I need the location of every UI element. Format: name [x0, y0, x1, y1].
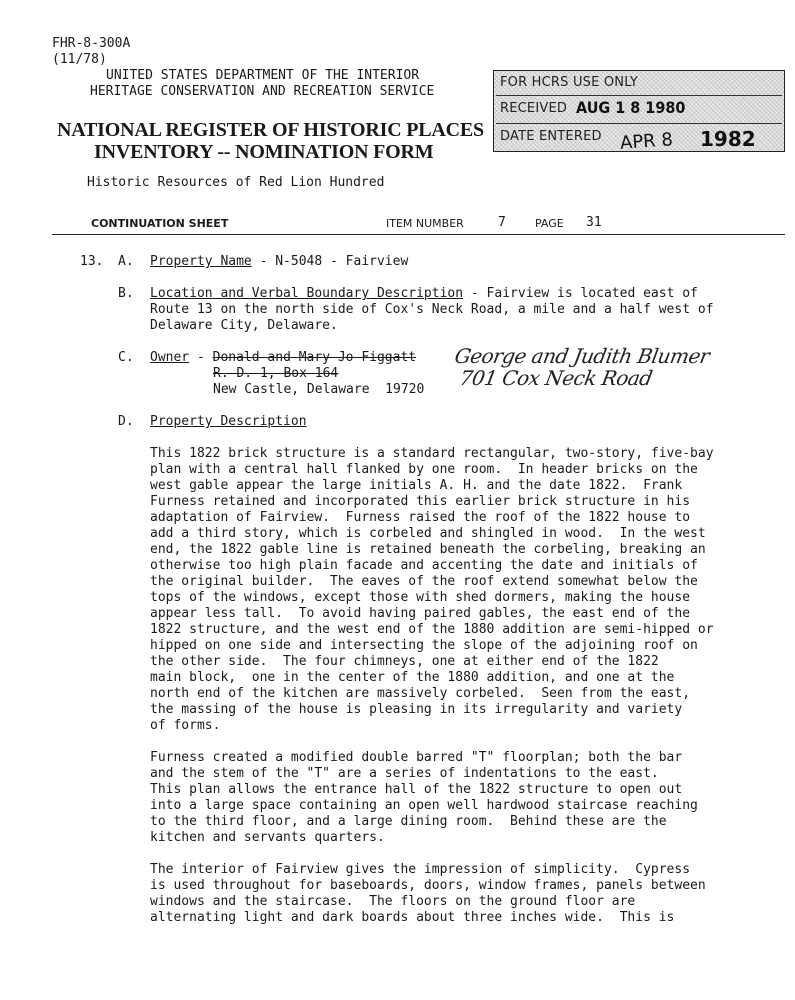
text-line: This 1822 brick structure is a standard rectangular, two-story, five-bay — [150, 446, 714, 461]
property-name-value: - N-5048 - Fairview — [251, 254, 409, 269]
text-line: and the stem of the "T" are a series of indentations to the east. — [150, 766, 659, 781]
date-entered-label: DATE ENTERED — [500, 129, 602, 144]
form-subtitle: Historic Resources of Red Lion Hundred — [87, 175, 385, 190]
owner-dash: - — [189, 350, 213, 365]
text-line: add a third story, which is corbeled and shingled in wood. In the west — [150, 526, 706, 541]
property-name-row — [150, 254, 408, 269]
text-line: the other side. The four chimneys, one at either end of the 1822 — [150, 654, 659, 669]
page-value: 31 — [586, 215, 602, 230]
text-line: alternating light and dark boards about three inches wide. This is — [150, 910, 675, 925]
continuation-sheet-label: CONTINUATION SHEET — [91, 217, 229, 230]
item-number-label: ITEM NUMBER — [386, 217, 464, 230]
form-title-line2: INVENTORY -- NOMINATION FORM — [94, 141, 434, 163]
service-name: HERITAGE CONSERVATION AND RECREATION SERVICE — [90, 84, 435, 99]
text-line: appear less tall. To avoid having paired gables, the east end of the — [150, 606, 691, 621]
text-line: into a large space containing an open well hardwood staircase reaching — [150, 798, 698, 813]
description-paragraph-1 — [150, 446, 730, 734]
text-line: The interior of Fairview gives the impression of simplicity. Cypress — [150, 862, 691, 877]
form-date: (11/78) — [52, 52, 107, 67]
text-line: Furness retained and incorporated this earlier brick structure in his — [150, 494, 691, 509]
text-line: west gable appear the large initials A. H. and the date 1822. Frank — [150, 478, 683, 493]
handwritten-owner-name: George and Judith Blumer — [452, 344, 712, 368]
text-line: is used throughout for baseboards, doors, window frames, panels between — [150, 878, 706, 893]
stamp-header: FOR HCRS USE ONLY — [500, 75, 639, 90]
item-a-letter: A. — [118, 254, 134, 269]
text-line: to the third floor, and a large dining room. Behind these are the — [150, 814, 667, 829]
text-line: of forms. — [150, 718, 221, 733]
text-line: the original builder. The eaves of the roof extend somewhat below the — [150, 574, 698, 589]
stamp-divider — [496, 95, 782, 96]
text-line: hipped on one side and intersecting the slope of the adjoining roof on — [150, 638, 698, 653]
date-entered-month: APR 8 — [619, 129, 674, 154]
item-number-value: 7 — [498, 215, 506, 230]
stamp-divider — [496, 123, 782, 124]
text-line: 1822 structure, and the west end of the 1880 addition are semi-hipped or — [150, 622, 714, 637]
text-line: the massing of the house is pleasing in its irregularity and variety — [150, 702, 683, 717]
department-name: UNITED STATES DEPARTMENT OF THE INTERIOR — [106, 68, 420, 83]
section-number: 13. — [80, 254, 104, 269]
item-d-letter: D. — [118, 414, 134, 429]
text-line: otherwise too high plain facade and accenting the date and initials of — [150, 558, 698, 573]
location-row — [150, 286, 698, 301]
text-line: This plan allows the entrance hall of the 1822 structure to open out — [150, 782, 683, 797]
description-paragraph-2 — [150, 750, 730, 846]
item-b-letter: B. — [118, 286, 134, 301]
text-line: windows and the staircase. The floors on the ground floor are — [150, 894, 636, 909]
hcrs-use-stamp — [493, 70, 785, 152]
date-entered-year: 1982 — [700, 127, 756, 151]
owner-city: New Castle, Delaware 19720 — [213, 382, 425, 397]
received-label: RECEIVED — [500, 101, 568, 116]
header-rule — [52, 234, 785, 235]
owner-label: Owner — [150, 350, 190, 365]
received-date: AUG 1 8 1980 — [576, 98, 686, 117]
location-label: Location and Verbal Boundary Description — [150, 286, 464, 301]
property-name-label: Property Name — [150, 254, 252, 269]
text-line: main block, one in the center of the 1880 addition, and one at the — [150, 670, 675, 685]
location-text-line: Delaware City, Delaware. — [150, 318, 338, 333]
text-line: kitchen and servants quarters. — [150, 830, 385, 845]
form-title-line1: NATIONAL REGISTER OF HISTORIC PLACES — [57, 119, 484, 141]
page-label: PAGE — [535, 217, 564, 230]
struck-owner-name: Donald and Mary Jo Figgatt — [212, 350, 417, 365]
text-line: tops of the windows, except those with shed dormers, making the house — [150, 590, 691, 605]
text-line: adaptation of Fairview. Furness raised the roof of the 1822 house to — [150, 510, 691, 525]
struck-owner-address: R. D. 1, Box 164 — [213, 366, 339, 381]
description-paragraph-3 — [150, 862, 730, 926]
text-line: Furness created a modified double barred "T" floorplan; both the bar — [150, 750, 683, 765]
owner-row — [150, 350, 416, 365]
handwritten-owner-address: 701 Cox Neck Road — [457, 366, 654, 390]
item-c-letter: C. — [118, 350, 134, 365]
form-code: FHR-8-300A — [52, 36, 131, 51]
text-line: end, the 1822 gable line is retained beneath the corbeling, breaking an — [150, 542, 706, 557]
text-line: plan with a central hall flanked by one room. In header bricks on the — [150, 462, 698, 477]
property-description-label: Property Description — [150, 414, 307, 429]
location-text-line: - Fairview is located east of — [463, 286, 698, 301]
text-line: north end of the kitchen are massively corbeled. Seen from the east, — [150, 686, 691, 701]
location-text-line: Route 13 on the north side of Cox's Neck Road, a mile and a half west of — [150, 302, 714, 317]
